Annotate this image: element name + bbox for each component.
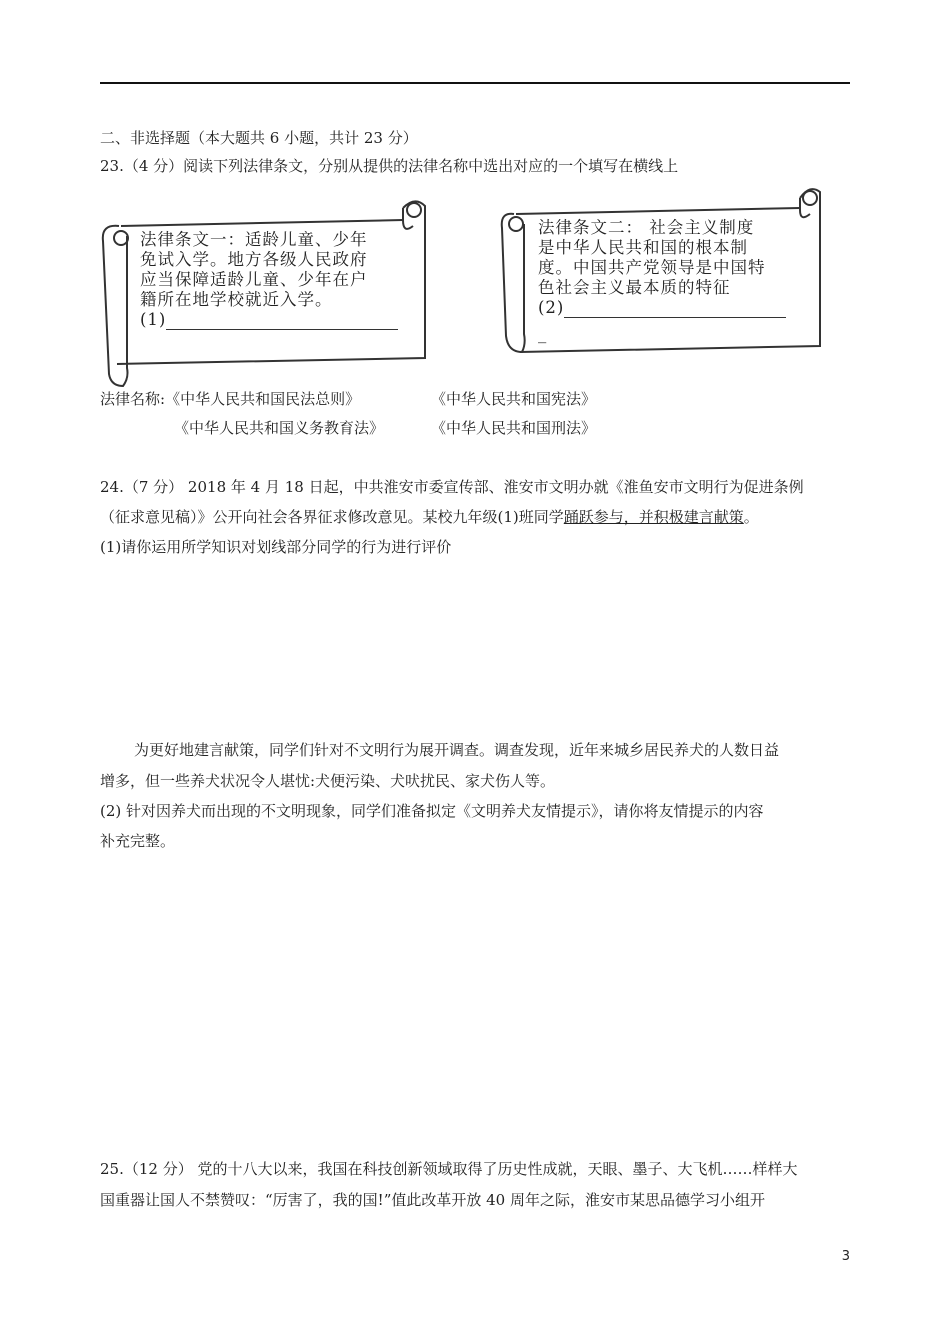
q24-paragraph-line2: 增多，但一些养犬状况令人堪忧:犬便污染、犬吠扰民、家犬伤人等。 <box>100 772 556 790</box>
article-1-line: 法律条文一：适龄儿童、少年 <box>140 230 368 249</box>
q24-subquestion-2-line1: (2) 针对因养犬而出现的不文明现象，同学们准备拟定《文明养犬友情提示》，请你将友情提示的内容 <box>100 802 764 820</box>
q24-stem-line1: 24.（7 分） 2018 年 4 月 18 日起，中共淮安市委宣传部、淮安市文明办就《淮鱼安市文明行为促进条例 <box>100 478 804 496</box>
law-names-label: 法律名称: <box>100 390 166 408</box>
law-name-option: 《中华人民共和国刑法》 <box>431 419 597 437</box>
law-name-option: 《中华人民共和国义务教育法》 <box>174 419 385 437</box>
q24-paragraph-line1: 为更好地建言献策，同学们针对不文明行为展开调查。调查发现，近年来城乡居民养犬的人数日益 <box>134 741 780 759</box>
law-name-option: 《中华人民共和国民法总则》 <box>165 390 361 408</box>
scroll-2-trailing-mark: _ <box>538 324 548 343</box>
q24-stem-line2 <box>100 507 759 527</box>
section-title: 二、非选择题（本大题共 6 小题，共计 23 分） <box>100 129 418 147</box>
q23-stem: 23.（4 分）阅读下列法律条文，分别从提供的法律名称中选出对应的一个填写在横线上 <box>100 157 679 175</box>
article-2-line: 是中华人民共和国的根本制 <box>538 238 748 257</box>
page-number: 3 <box>841 1249 850 1264</box>
article-2-line: 法律条文二： 社会主义制度 <box>538 218 755 237</box>
article-2-line: 度。中国共产党领导是中国特 <box>538 258 766 277</box>
article-1-line: 免试入学。地方各级人民政府 <box>140 250 368 269</box>
q25-stem-line2: 国重器让国人不禁赞叹：“厉害了，我的国!”值此改革开放 40 周年之际，淮安市某思品德学习小组开 <box>100 1191 765 1209</box>
law-name-option: 《中华人民共和国宪法》 <box>431 390 597 408</box>
scroll-text-1 <box>140 230 398 330</box>
answer-blank-1[interactable] <box>166 315 398 330</box>
answer-blank-2[interactable] <box>564 303 786 318</box>
q24-subquestion-1: (1)请你运用所学知识对划线部分同学的行为进行评价 <box>100 538 452 556</box>
article-2-line: 色社会主义最本质的特征 <box>538 278 731 297</box>
article-1-line: 籍所在地学校就近入学。 <box>140 290 333 309</box>
scroll-text-2 <box>538 218 786 344</box>
underlined-phrase: 踊跃参与，并积极建言献策 <box>563 508 744 526</box>
blank-2-label: (2) <box>538 298 565 317</box>
q24-subquestion-2-line2: 补充完整。 <box>100 832 176 850</box>
header-rule <box>100 82 850 84</box>
law-names-row-1 <box>100 389 361 409</box>
q24-text-end: 。 <box>743 508 759 526</box>
blank-1-label: (1) <box>140 310 167 329</box>
q24-text: （征求意见稿）》公开向社会各界征求修改意见。某校九年级(1)班同学 <box>100 508 564 526</box>
article-1-line: 应当保障适龄儿童、少年在户 <box>140 270 368 289</box>
q25-stem-line1: 25.（12 分） 党的十八大以来，我国在科技创新领域取得了历史性成就，天眼、墨子、大飞机……样样大 <box>100 1160 798 1178</box>
